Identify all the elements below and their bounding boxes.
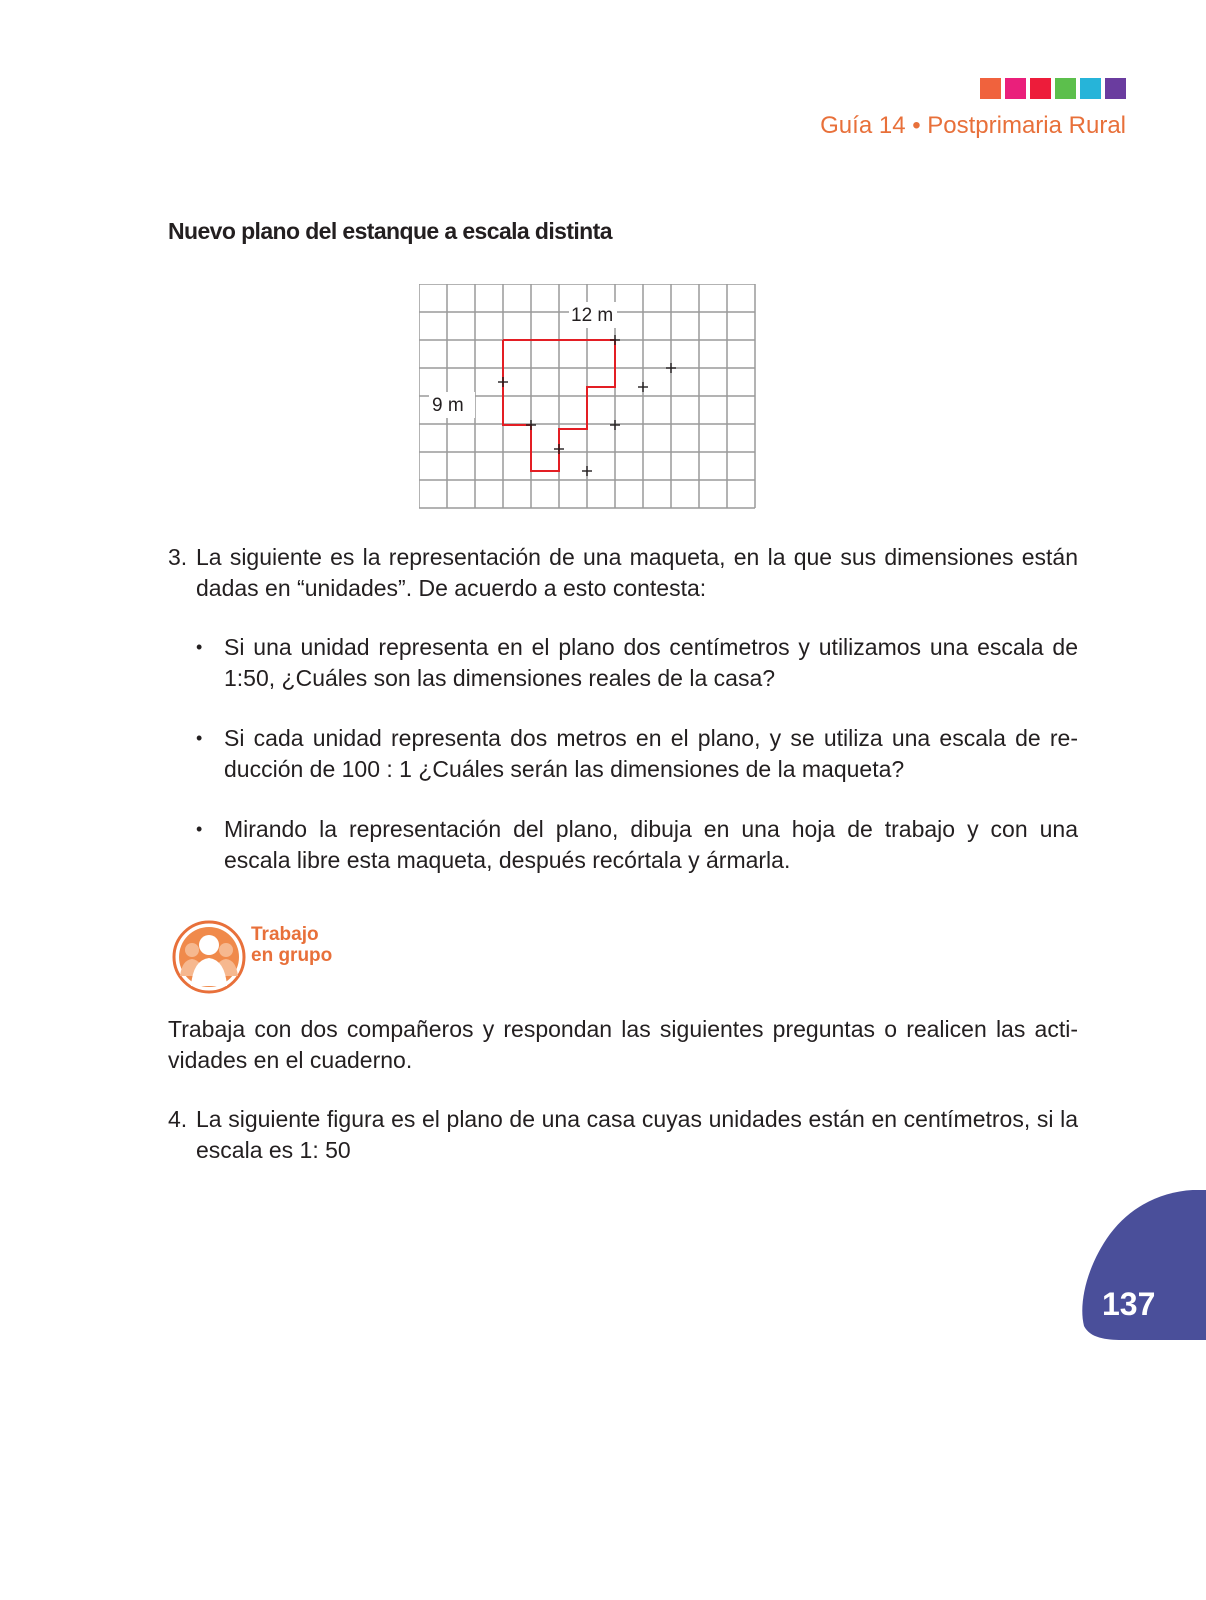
bullet-3-text: Mirando la representación del plano, dibuja en una hoja de trabajo y con una escala libre esta maqueta, después recórtala y ármarla. (224, 816, 1078, 873)
item-3 (168, 542, 1078, 604)
bullet-1-dot: • (196, 637, 203, 657)
bullet-2 (196, 723, 1078, 785)
width-label: 12 m (571, 305, 614, 326)
bullet-3 (196, 814, 1078, 876)
guide-header: Guía 14 • Postprimaria Rural (820, 112, 1126, 139)
header-color-squares (980, 78, 1126, 99)
bullet-1 (196, 632, 1078, 694)
height-label: 9 m (432, 395, 464, 416)
bullet-2-text: Si cada unidad representa dos metros en el plano, y se utiliza una escala de re-ducción de 100 : 1 ¿Cuáles serán las dimensiones de la maqueta? (224, 725, 1078, 782)
group-work-line2: en grupo (251, 945, 333, 966)
color-square-red (1030, 78, 1051, 99)
group-people-icon (172, 920, 246, 994)
group-work-label (251, 924, 332, 966)
group-work-line1: Trabajo (251, 924, 319, 945)
group-work-badge (172, 920, 372, 992)
item-4-text: La siguiente figura es el plano de una casa cuyas unidades están en centímetros, si la escala es 1: 50 (196, 1106, 1078, 1163)
pond-plan-figure (419, 284, 759, 511)
bullet-1-text: Si una unidad representa en el plano dos centímetros y utilizamos una escala de 1:50, ¿Cuáles son las dimensiones reales de la casa? (224, 634, 1078, 691)
color-square-orange (980, 78, 1001, 99)
color-square-magenta (1005, 78, 1026, 99)
bullet-3-dot: • (196, 819, 203, 839)
color-square-purple (1105, 78, 1126, 99)
color-square-cyan (1080, 78, 1101, 99)
item-3-text: La siguiente es la representación de una maqueta, en la que sus dimensiones están dadas en “unidades”. De acuerdo a esto contesta: (196, 544, 1078, 601)
item-4-number: 4. (168, 1106, 188, 1132)
group-instructions (168, 1014, 1078, 1076)
item-3-number: 3. (168, 544, 188, 570)
item-4 (168, 1104, 1078, 1166)
color-square-green (1055, 78, 1076, 99)
section-title: Nuevo plano del estanque a escala distinta (168, 218, 612, 244)
bullet-2-dot: • (196, 728, 203, 748)
pond-plan-grid (419, 284, 759, 511)
page-number: 137 (1102, 1286, 1156, 1322)
group-instructions-text: Trabaja con dos compañeros y respondan las siguientes preguntas o realicen las acti-vidades en el cuaderno. (168, 1016, 1078, 1073)
